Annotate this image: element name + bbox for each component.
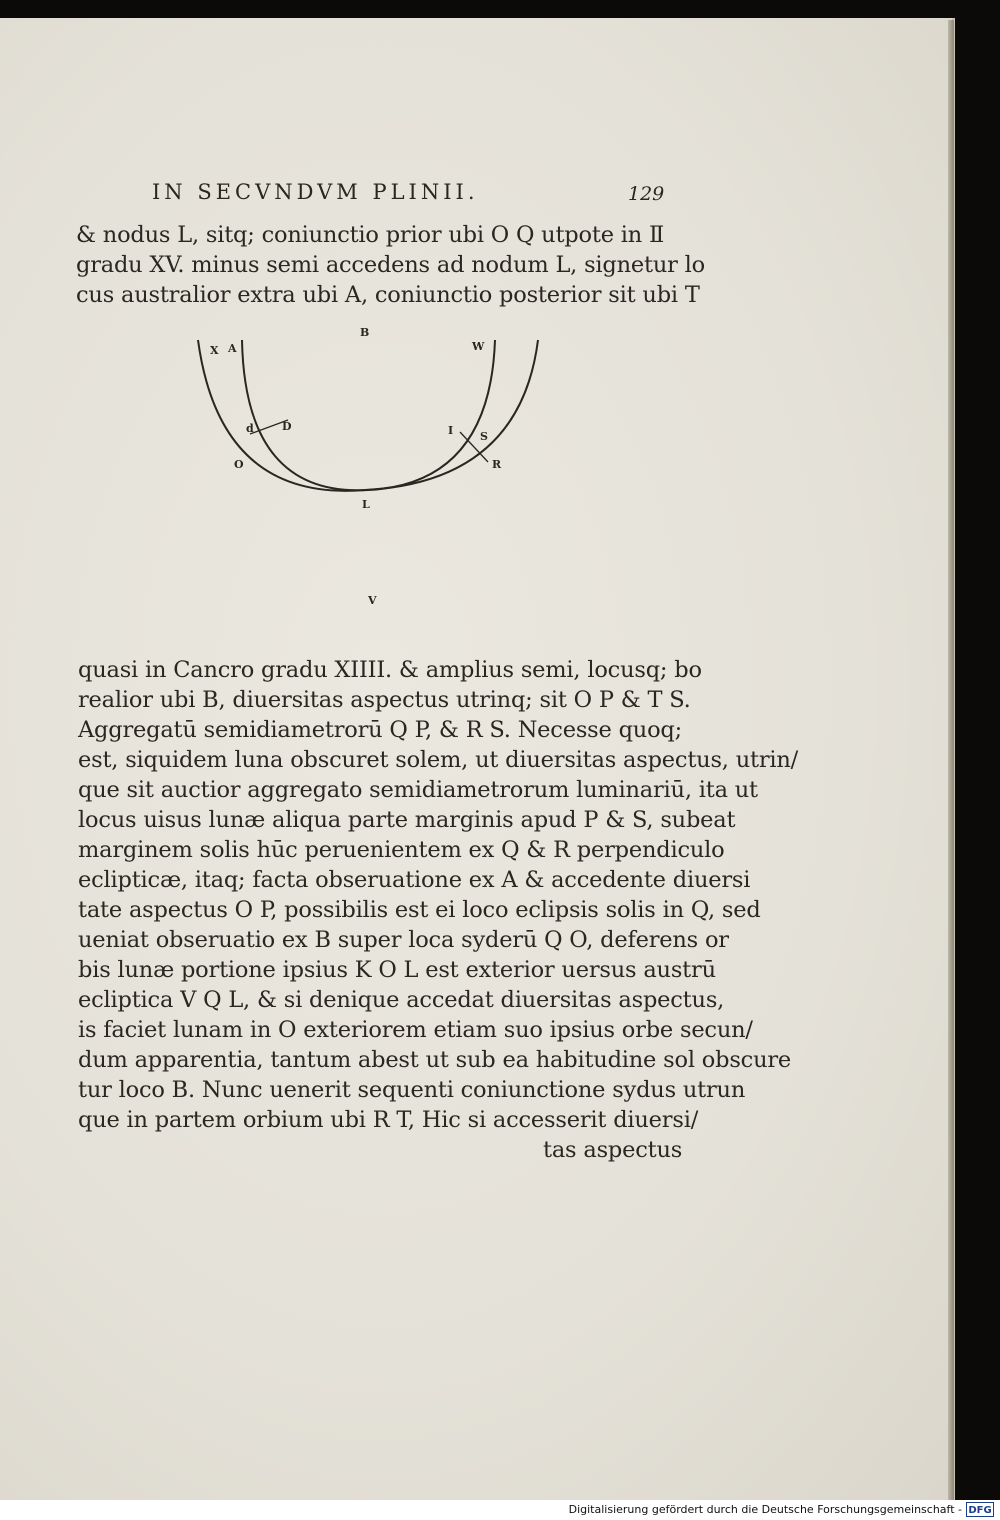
- label-I: I: [448, 424, 454, 437]
- text-line: cus australior extra ubi A, coniunctio posterior sit ubi T: [76, 282, 700, 308]
- text-line: ecliptica V Q L, & si denique accedat diuersitas aspectus,: [78, 987, 725, 1013]
- catchword: tas aspectus: [543, 1137, 683, 1163]
- label-S: S: [480, 430, 488, 443]
- text-line: ueniat obseruatio ex B super loca syderū Q O, deferens or: [78, 927, 729, 953]
- label-L: L: [362, 498, 370, 511]
- text-line: & nodus L, sitq; coniunctio prior ubi O Q utpote in Ⅱ: [76, 222, 665, 248]
- running-title: IN SECVNDVM PLINII.: [152, 180, 479, 204]
- label-O: O: [234, 458, 244, 471]
- text-line: is faciet lunam in O exteriorem etiam suo ipsius orbe secun/: [78, 1017, 753, 1043]
- digitization-footer: [0, 1500, 1000, 1520]
- label-D: D: [282, 420, 292, 433]
- text-line: que in partem orbium ubi R T, Hic si accesserit diuersi/: [78, 1107, 699, 1133]
- folio-number: 129: [628, 183, 665, 205]
- text-line: tur loco B. Nunc uenerit sequenti coniunctione sydus utrun: [78, 1077, 746, 1103]
- outer-orbit-arc: [198, 340, 538, 491]
- label-X: X: [210, 344, 219, 357]
- text-line: est, siquidem luna obscuret solem, ut diuersitas aspectus, utrin/: [78, 747, 799, 773]
- dfg-logo: DFG: [966, 1502, 994, 1517]
- label-W: W: [472, 340, 485, 353]
- label-V: V: [368, 594, 377, 607]
- text-line: Aggregatū semidiametrorū Q P, & R S. Necesse quoq;: [78, 717, 683, 743]
- page-edge: [948, 20, 954, 1500]
- text-line: gradu XV. minus semi accedens ad nodum L, signetur lo: [76, 252, 706, 278]
- text-line: quasi in Cancro gradu XIIII. & amplius semi, locusq; bo: [78, 657, 702, 683]
- label-B: B: [360, 326, 370, 339]
- text-line: dum apparentia, tantum abest ut sub ea habitudine sol obscure: [78, 1047, 792, 1073]
- text-line: que sit auctior aggregato semidiametrorum luminariū, ita ut: [78, 777, 758, 803]
- label-d: d: [246, 422, 254, 435]
- text-line: eclipticæ, itaq; facta obseruatione ex A & accedente diuersi: [78, 867, 751, 893]
- text-line: realior ubi B, diuersitas aspectus utrinq; sit O P & T S.: [78, 687, 691, 713]
- text-line: marginem solis hūc peruenientem ex Q & R perpendiculo: [78, 837, 725, 863]
- funding-credit: Digitalisierung gefördert durch die Deutsche Forschungsgemeinschaft -: [568, 1503, 962, 1516]
- label-R: R: [492, 458, 502, 471]
- eclipse-diagram: [190, 322, 550, 622]
- text-line: tate aspectus O P, possibilis est ei loco eclipsis solis in Q, sed: [78, 897, 761, 923]
- label-A: A: [228, 342, 237, 355]
- text-line: locus uisus lunæ aliqua parte marginis apud P & S, subeat: [78, 807, 736, 833]
- text-line: bis lunæ portione ipsius K O L est exterior uersus austrū: [78, 957, 716, 983]
